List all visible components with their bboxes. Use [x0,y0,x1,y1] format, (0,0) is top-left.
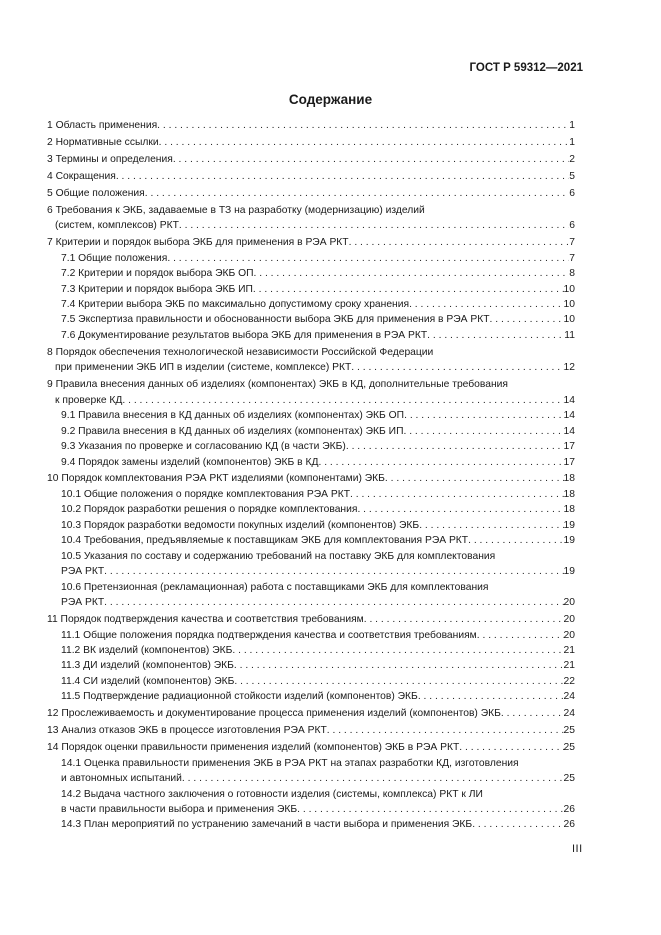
toc-entry[interactable] [47,186,575,201]
dot-leader [104,564,563,579]
toc-entry[interactable] [47,251,575,266]
toc-entry-title: 10.4 Требования, предъявляемые к поставщикам ЭКБ для комплектования РЭА РКТ [61,535,469,547]
dot-leader [427,328,564,343]
toc-entry-title: и автономных испытаний [61,773,182,785]
toc-entry-page: 25 [563,725,575,737]
toc-entry[interactable] [47,282,575,297]
dot-leader [403,424,563,439]
toc-entry[interactable] [47,312,575,327]
toc-entry[interactable] [47,817,575,832]
toc-entry-page: 10 [563,314,575,326]
toc-entry-page: 21 [563,660,575,672]
dot-leader [116,169,569,184]
toc-entry[interactable] [47,152,575,167]
toc-entry[interactable] [47,658,575,673]
dot-leader [253,282,564,297]
toc-entry-page: 24 [563,691,575,703]
toc-entry-page: 14 [563,410,575,422]
toc-entry-title: 9.3 Указания по проверке и согласованию КД (в части ЭКБ) [61,441,346,453]
toc-entry-title: 2 Нормативные ссылки [47,136,159,148]
toc-entry-title: 11.2 ВК изделий (компонентов) ЭКБ [61,644,233,656]
dot-leader [167,251,569,266]
toc-entry[interactable] [47,169,575,184]
toc-entry[interactable] [47,518,575,533]
toc-entry-title-line: 10.5 Указания по составу и содержанию требований на поставку ЭКБ для комплектования [61,550,496,562]
dot-leader [234,674,563,689]
toc-entry-title: 10.2 Порядок разработки решения о порядке комплектования [61,504,358,516]
toc-entry-title-line: 9 Правила внесения данных об изделиях (компонентах) ЭКБ в КД, дополнительные требования [47,379,509,391]
dot-leader [477,628,564,643]
toc-entry-page: 26 [563,819,575,831]
toc-entry-page: 14 [563,425,575,437]
toc-entry[interactable] [47,266,575,281]
toc-entry-title: 10.1 Общие положения о порядке комплектования РЭА РКТ [61,488,351,500]
toc-entry-page: 1 [569,120,575,131]
toc-entry-title: 12 Прослеживаемость и документирование процесса применения изделий (компонентов) ЭКБ [47,708,501,720]
toc-entry[interactable] [47,549,575,580]
dot-leader [232,643,563,658]
toc-entry-title: в части правильности выбора и применения ЭКБ [61,803,298,815]
toc-entry-title: РЭА РКТ [61,597,105,609]
toc-entry-page: 22 [563,675,575,687]
toc-entry-page: 2 [569,153,575,165]
toc-entry-title: 9.1 Правила внесения в КД данных об изделиях (компонентах) ЭКБ ОП [61,410,405,422]
toc-entry-page: 20 [563,629,575,641]
toc-entry-title: 3 Термины и определения [47,153,173,165]
dot-leader [357,502,563,517]
toc-entry-page: 21 [563,644,575,656]
dot-leader [157,118,569,133]
toc-entry-title: при применении ЭКБ ИП в изделии (системе, комплексе) РКТ [55,362,352,374]
toc-entry-title-line: 8 Порядок обеспечения технологической независимости Российской Федерации [47,346,434,358]
toc-entry-page: 17 [563,441,575,453]
toc-entry-title: 14.3 План мероприятий по устранению замечаний в части выбора и применения ЭКБ [61,819,473,831]
toc-entry-title-line: 14.2 Выдача частного заключения о готовности изделия (системы, комплекса) РКТ к ЛИ [61,788,483,800]
toc-entry[interactable] [47,643,575,658]
toc-entry-title-line: 6 Требования к ЭКБ, задаваемые в ТЗ на разработку (модернизацию) изделий [47,204,425,216]
toc-entry[interactable] [47,612,575,627]
table-of-contents [47,118,575,833]
toc-entry-title: 10.3 Порядок разработки ведомости покупных изделий (компонентов) ЭКБ [61,519,420,531]
dot-leader [297,802,563,817]
dot-leader [418,689,564,704]
toc-entry-title: 1 Область применения [47,120,158,131]
toc-entry-title: 9.4 Порядок замены изделий (компонентов) ЭКБ в КД [61,456,319,468]
toc-entry[interactable] [47,439,575,454]
toc-entry-title: (систем, комплексов) РКТ [55,220,179,232]
page-title: Содержание [288,92,373,107]
dot-leader [501,706,564,721]
dot-leader [179,218,569,233]
toc-entry-page: 25 [563,773,575,785]
dot-leader [364,612,564,627]
toc-entry[interactable] [47,118,575,133]
dot-leader [122,393,563,408]
toc-entry-page: 19 [563,519,575,531]
toc-entry-title: 7.5 Экспертиза правильности и обоснованности выбора ЭКБ для применения в РЭА РКТ [61,314,490,326]
toc-entry[interactable] [47,487,575,502]
dot-leader [145,186,570,201]
toc-entry[interactable] [47,689,575,704]
dot-leader [234,658,564,673]
toc-entry[interactable] [47,787,575,818]
dot-leader [327,723,564,738]
dot-leader [404,408,563,423]
toc-entry-title: 7.1 Общие положения [61,252,168,264]
dot-leader [346,439,564,454]
toc-entry-page: 10 [563,298,575,310]
dot-leader [254,266,570,281]
dot-leader [351,360,563,375]
toc-entry-title: 7.6 Документирование результатов выбора ЭКБ для применения в РЭА РКТ [61,329,428,341]
toc-entry-page: 12 [563,362,575,374]
toc-entry[interactable] [47,580,575,611]
toc-entry-page: 17 [563,456,575,468]
toc-entry-page: 26 [563,803,575,815]
standard-number: ГОСТ Р 59312—2021 [469,62,583,74]
toc-entry-title: 11.4 СИ изделий (компонентов) ЭКБ [61,675,235,687]
toc-entry-title: 7.3 Критерии и порядок выбора ЭКБ ИП [61,283,253,295]
toc-entry-page: 14 [563,394,575,406]
dot-leader [350,487,564,502]
toc-entry[interactable] [47,235,575,250]
toc-entry-title: 7.2 Критерии и порядок выбора ЭКБ ОП [61,268,254,280]
toc-entry-page: 18 [563,488,575,500]
toc-entry[interactable] [47,628,575,643]
toc-entry-page: 5 [569,170,575,182]
dot-leader [472,817,563,832]
toc-entry[interactable] [47,756,575,787]
dot-leader [182,771,564,786]
toc-entry-page: 7 [569,252,575,264]
dot-leader [318,455,563,470]
toc-entry-title-line: 10.6 Претензионная (рекламационная) работа с поставщиками ЭКБ для комплектования [61,581,489,593]
toc-entry[interactable] [47,740,575,755]
toc-entry-page: 6 [569,220,575,232]
toc-entry[interactable] [47,297,575,312]
toc-entry-page: 11 [564,329,575,341]
toc-entry[interactable] [47,424,575,439]
toc-entry-title: 4 Сокращения [47,170,116,182]
toc-entry[interactable] [47,455,575,470]
toc-entry-page: 18 [563,504,575,516]
toc-entry-title: 14 Порядок оценки правильности применения изделий (компонентов) ЭКБ в РЭА РКТ [47,742,460,754]
toc-entry-title: 11.1 Общие положения порядка подтверждения качества и соответствия требованиям [61,629,477,641]
dot-leader [385,471,564,486]
dot-leader [173,152,569,167]
dot-leader [459,740,563,755]
toc-entry-page: 6 [569,187,575,199]
toc-entry-page: 20 [563,597,575,609]
toc-entry-page: 18 [563,473,575,485]
toc-entry-page: 19 [563,566,575,578]
toc-entry-page: 7 [569,237,575,249]
toc-entry-title: 5 Общие положения [47,187,145,199]
toc-entry[interactable] [47,706,575,721]
dot-leader [159,135,570,150]
toc-entry-title: 11.5 Подтверждение радиационной стойкости изделий (компонентов) ЭКБ [61,691,418,703]
toc-entry-title: 10 Порядок комплектования РЭА РКТ изделиями (компонентами) ЭКБ [47,473,385,485]
toc-entry[interactable] [47,471,575,486]
dot-leader [349,235,570,250]
toc-entry-page: 25 [563,742,575,754]
toc-entry-title-line: 14.1 Оценка правильности применения ЭКБ в РЭА РКТ на этапах разработки КД, изготовления [61,757,519,769]
toc-entry[interactable] [47,328,575,343]
toc-entry-title: 13 Анализ отказов ЭКБ в процессе изготовления РЭА РКТ [47,725,327,737]
toc-entry-title: 7 Критерии и порядок выбора ЭКБ для применения в РЭА РКТ [47,237,349,249]
dot-leader [490,312,564,327]
toc-entry-page: 20 [563,614,575,626]
toc-entry[interactable] [47,533,575,548]
toc-entry-title: 7.4 Критерии выбора ЭКБ по максимально допустимому сроку хранения [61,298,410,310]
toc-entry[interactable] [47,203,575,234]
toc-entry-page: 19 [563,535,575,547]
toc-entry[interactable] [47,502,575,517]
toc-entry-title: 9.2 Правила внесения в КД данных об изделиях (компонентах) ЭКБ ИП [61,425,404,437]
toc-entry-page: 10 [563,283,575,295]
toc-entry-title: РЭА РКТ [61,566,105,578]
toc-entry-title: 11.3 ДИ изделий (компонентов) ЭКБ [61,660,234,672]
toc-entry-page: 8 [569,268,575,280]
toc-entry[interactable] [47,408,575,423]
toc-entry-title: к проверке КД [55,394,123,406]
toc-entry-page: 1 [569,136,575,148]
page-number: III [572,843,583,855]
dot-leader [409,297,563,312]
toc-entry[interactable] [47,674,575,689]
dot-leader [419,518,563,533]
dot-leader [104,595,563,610]
toc-entry-page: 24 [563,708,575,720]
dot-leader [468,533,563,548]
toc-entry[interactable] [47,723,575,738]
toc-entry[interactable] [47,135,575,150]
toc-entry[interactable] [47,345,575,376]
toc-entry-title: 11 Порядок подтверждения качества и соответствия требованиям [47,614,364,626]
toc-entry[interactable] [47,377,575,408]
